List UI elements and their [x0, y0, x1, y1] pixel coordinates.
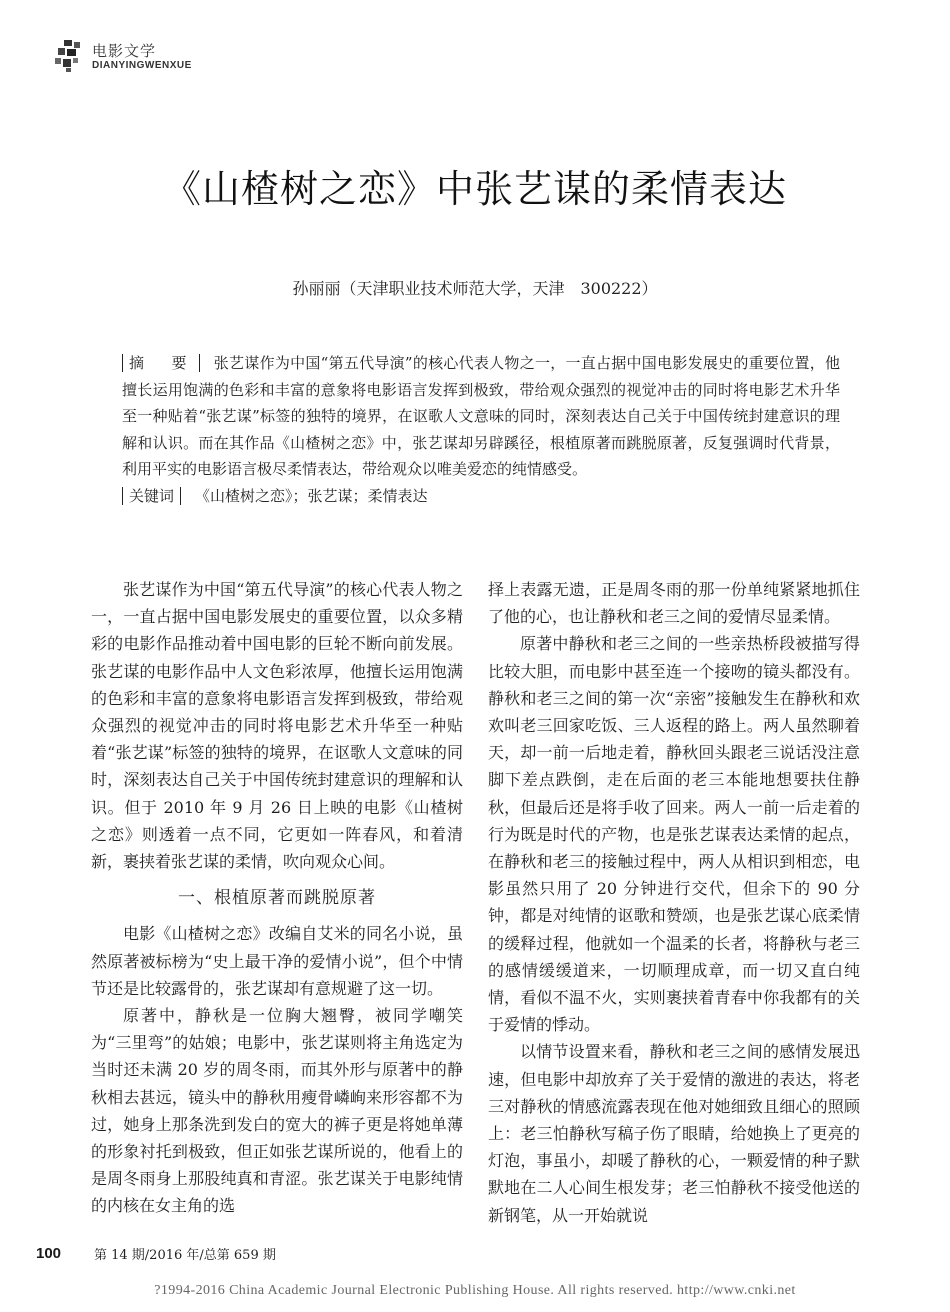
journal-logo-icon	[52, 38, 88, 74]
article-title: 《山楂树之恋》中张艺谋的柔情表达	[162, 167, 787, 211]
body-paragraph: 电影《山楂树之恋》改编自艾米的同名小说，虽然原著被标榜为“史上最干净的爱情小说”，但个中情节还是比较露骨的，张艺谋却有意规避了这一切。	[91, 924, 463, 998]
keywords-paragraph	[122, 483, 840, 510]
keywords-label: 关键词	[122, 487, 181, 505]
body-column-right	[488, 576, 860, 1229]
body-paragraph: 以情节设置来看，静秋和老三之间的感情发展迅速，但电影中却放弃了关于爱情的激进的表达，将老三对静秋的情感流露表现在他对她细致且细心的照顾上：老三怕静秋写稿子伤了眼睛，给她换上了更亮的灯泡，事虽小，却暖了静秋的心，一颗爱情的种子默默地在二人心间生根发芽；老三怕静秋不接受他送的新钢笔，从一开始就说	[488, 1042, 860, 1225]
copyright-footer: ?1994-2016 China Academic Journal Electronic Publishing House. All rights reserved. http://www.cnki.net	[154, 1283, 796, 1298]
author-affiliation: 孙丽丽（天津职业技术师范大学，天津 300222）	[292, 279, 658, 298]
journal-logo	[52, 34, 212, 80]
keywords-text: 《山楂树之恋》；张艺谋；柔情表达	[195, 486, 428, 505]
issue-info: 第 14 期/2016 年/总第 659 期	[94, 1248, 276, 1263]
journal-name-en: DIANYINGWENXUE	[92, 60, 192, 71]
body-column-left	[91, 576, 463, 1220]
body-paragraph: 原著中，静秋是一位胸大翘臀，被同学嘲笑为“三里弯”的姑娘；电影中，张艺谋则将主角选定为当时还未满 20 岁的周冬雨，而其外形与原著中的静秋相去甚远，镜头中的静秋用瘦骨嶙峋来形容都不为过，她身上那条洗到发白的宽大的裤子更是将她单薄的形象衬托到极致，但正如张艺谋所说的，他看上的是周冬雨身上那股纯真和青涩。张艺谋关于电影纯情的内核在女主角的选	[91, 1006, 463, 1216]
page-number: 100	[36, 1245, 62, 1262]
abstract-label: 摘 要	[122, 354, 200, 372]
abstract-paragraph	[122, 350, 840, 483]
section-heading: 一、根植原著而跳脱原著	[178, 888, 376, 909]
body-paragraph: 择上表露无遗，正是周冬雨的那一份单纯紧紧地抓住了他的心，也让静秋和老三之间的爱情尽显柔情。	[488, 580, 860, 627]
abstract-text: 张艺谋作为中国“第五代导演”的核心代表人物之一，一直占据中国电影发展史的重要位置，他擅长运用饱满的色彩和丰富的意象将电影语言发挥到极致，带给观众强烈的视觉冲击的同时将电影艺术升华至一种贴着“张艺谋”标签的独特的境界，在讴歌人文意味的同时，深刻表达自己关于中国传统封建意识的理解和认识。而在其作品《山楂树之恋》中，张艺谋却另辟蹊径，根植原著而跳脱原著，反复强调时代背景，利用平实的电影语言极尽柔情表达，带给观众以唯美爱恋的纯情感受。	[122, 354, 840, 478]
body-paragraph: 原著中静秋和老三之间的一些亲热桥段被描写得比较大胆，而电影中甚至连一个接吻的镜头都没有。静秋和老三之间的第一次“亲密”接触发生在静秋和欢欢叫老三回家吃饭、三人返程的路上。两人虽然聊着天，却一前一后地走着，静秋回头跟老三说话没注意脚下差点跌倒，走在后面的老三本能地想要扶住静秋，但最后还是将手收了回来。两人一前一后走着的行为既是时代的产物，也是张艺谋表达柔情的起点，在静秋和老三的接触过程中，两人从相识到相恋，电影虽然只用了 20 分钟进行交代，但余下的 90 分钟，都是对纯情的讴歌和赞颂，也是张艺谋心底柔情的缓释过程，他就如一个温柔的长者，将静秋与老三的感情缓缓道来，一切顺理成章，而一切又直白纯情，看似不温不火，实则裹挟着青春中你我都有的关于爱情的悸动。	[488, 634, 860, 1035]
body-paragraph: 张艺谋作为中国“第五代导演”的核心代表人物之一，一直占据中国电影发展史的重要位置，以众多精彩的电影作品推动着中国电影的巨轮不断向前发展。张艺谋的电影作品中人文色彩浓厚，他擅长运用饱满的色彩和丰富的意象将电影语言发挥到极致，带给观众强烈的视觉冲击的同时将电影艺术升华至一种贴着“张艺谋”标签的独特的境界，在讴歌人文意味的同时，深刻表达自己关于中国传统封建意识的理解和认识。但于 2010 年 9 月 26 日上映的电影《山楂树之恋》则透着一点不同，它更如一阵春风，和着清新，裹挟着张艺谋的柔情，吹向观众心间。	[91, 580, 463, 872]
journal-name-cn: 电影文学	[92, 42, 157, 60]
abstract-block	[122, 350, 840, 509]
